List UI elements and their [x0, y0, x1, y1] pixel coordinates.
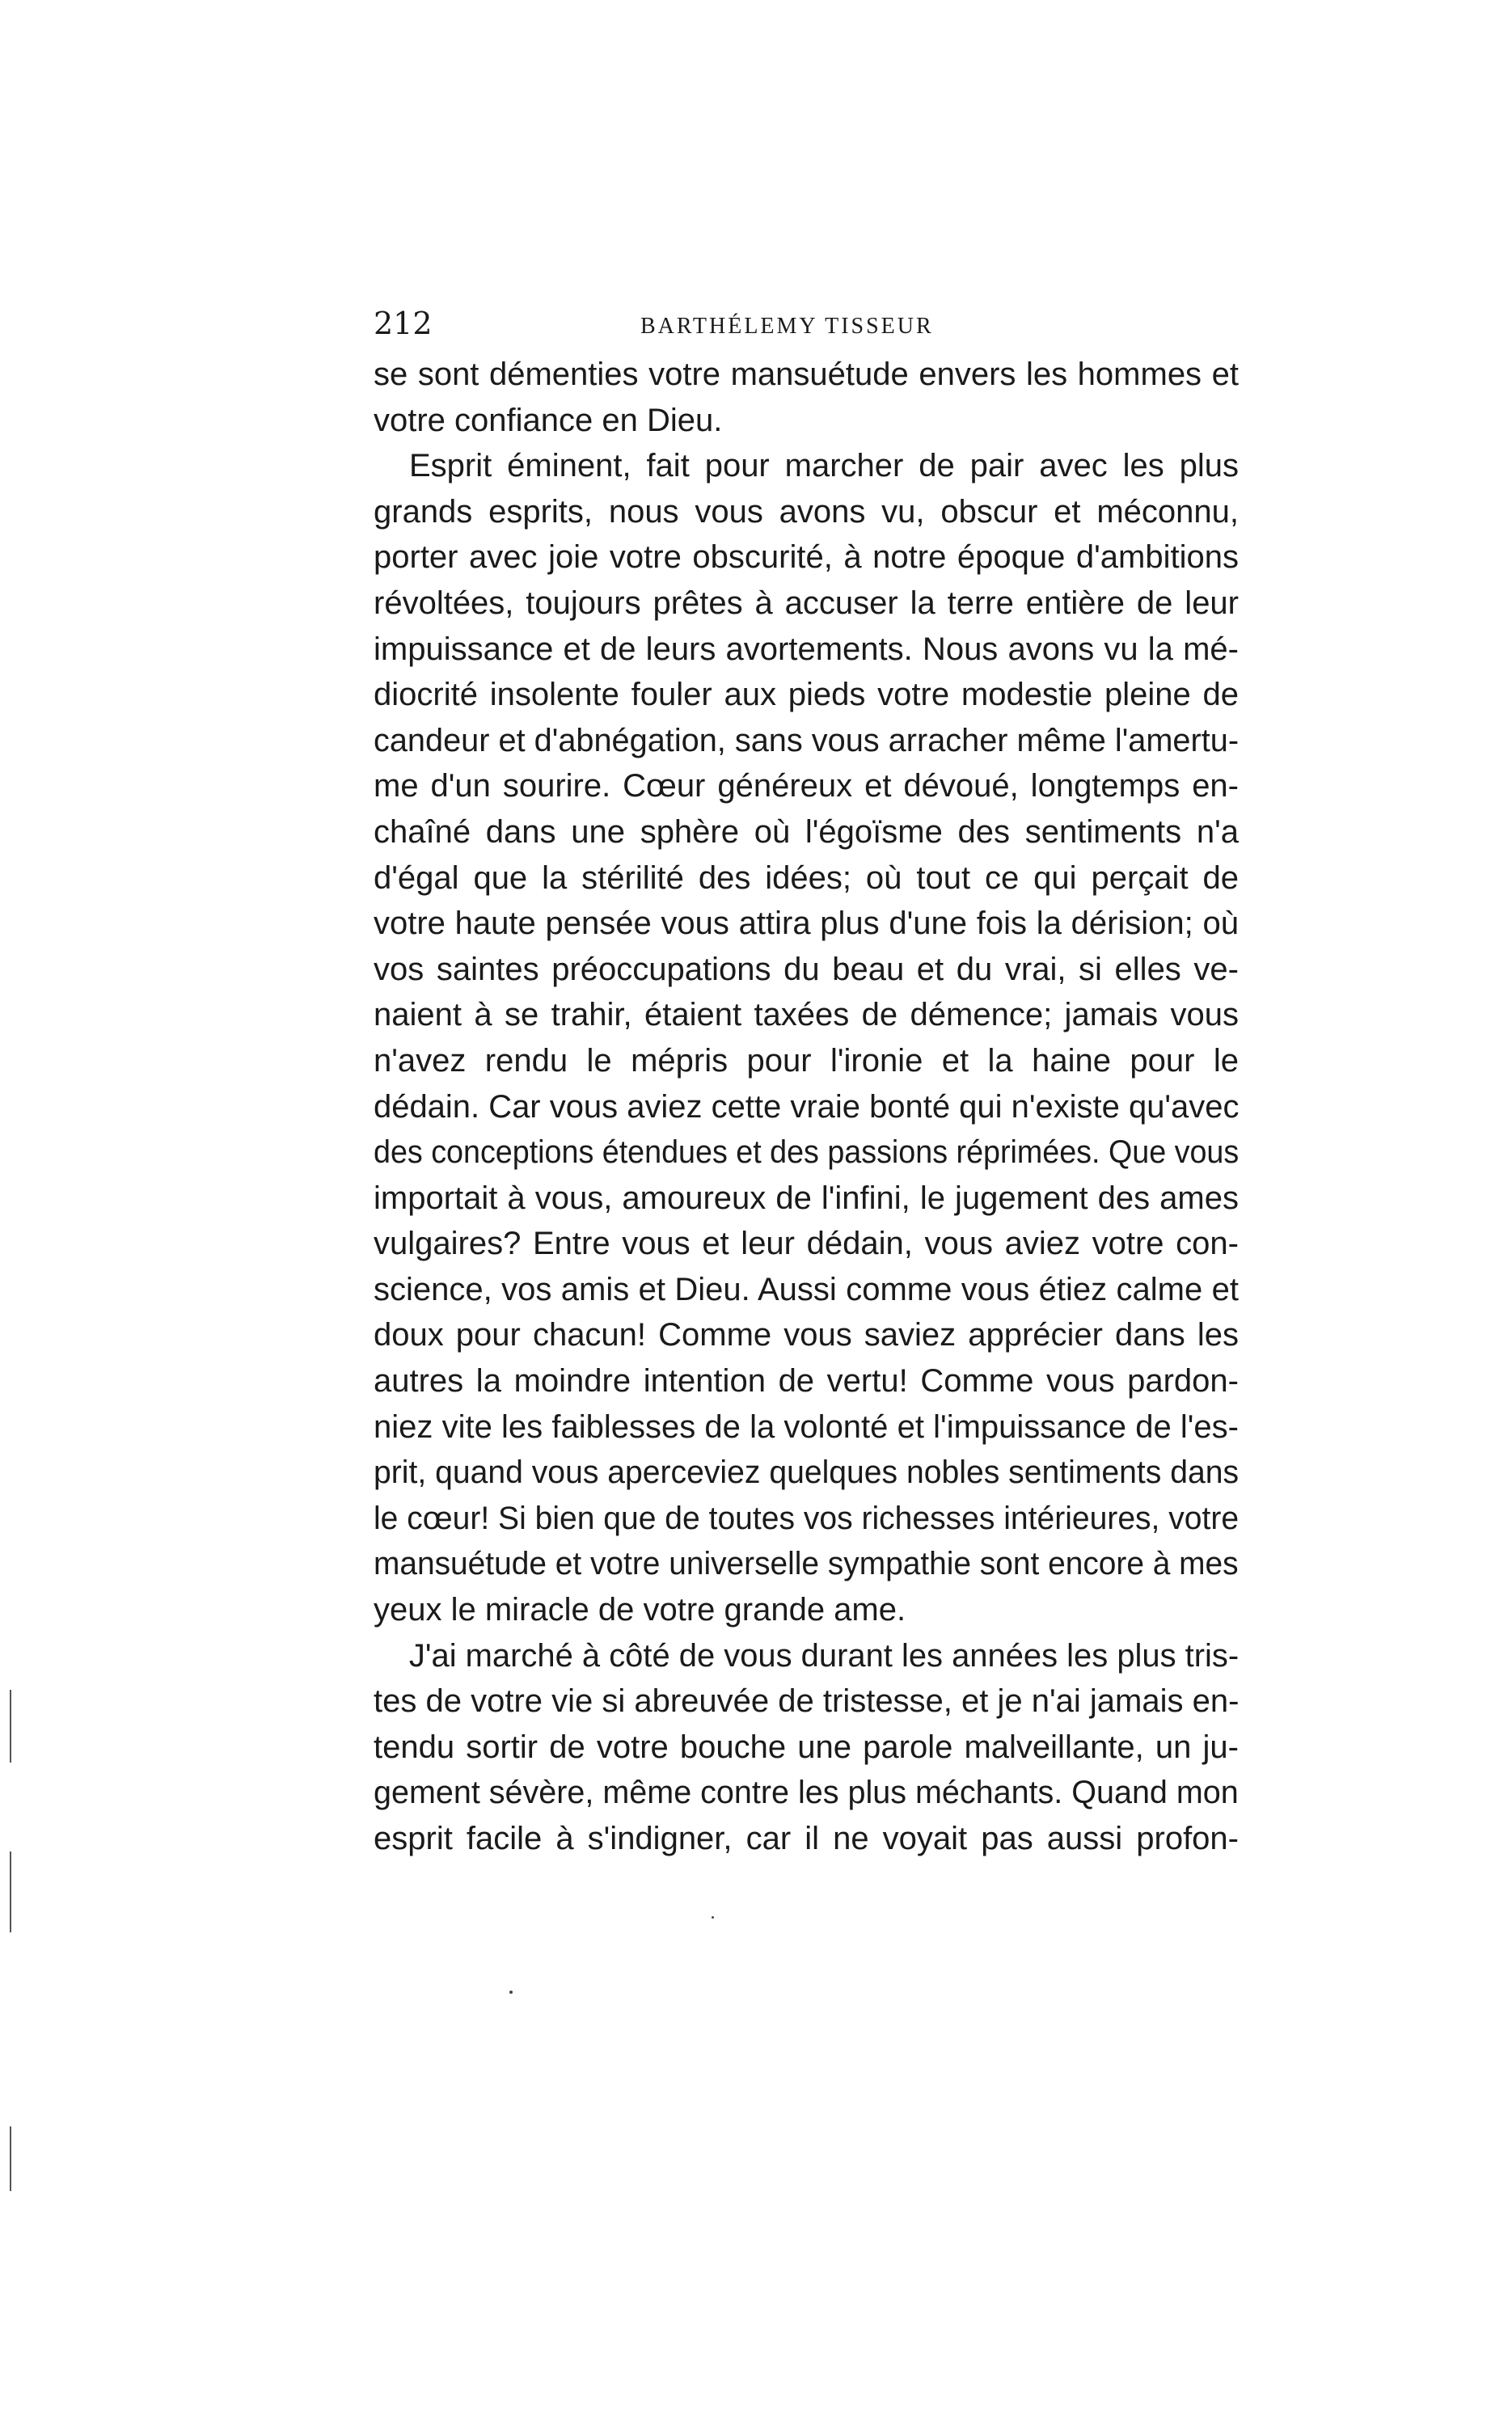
text-line: gement sévère, même contre les plus méchants. Quand mon: [374, 1775, 1239, 1811]
text-line: révoltées, toujours prêtes à accuser la terre entière de leur: [374, 585, 1239, 621]
page-number: 212: [374, 306, 433, 341]
text-line: dédain. Car vous aviez cette vraie bonté qui n'existe qu'avec: [374, 1088, 1240, 1125]
speck: [712, 1916, 714, 1919]
text-line: me d'un sourire. Cœur généreux et dévoué, longtemps en-: [374, 768, 1239, 804]
text-line: tes de votre vie si abreuvée de tristesse, et je n'ai jamais en-: [374, 1683, 1240, 1720]
text-line: d'égal que la stérilité des idées; où tout ce qui perçait de: [374, 859, 1239, 896]
text-line: impuissance et de leurs avortements. Nous avons vu la mé-: [374, 631, 1239, 667]
text-line: votre haute pensée vous attira plus d'une fois la dérision; où: [374, 906, 1239, 942]
margin-mark: [10, 2126, 11, 2191]
text-line: vos saintes préoccupations du beau et du vrai, si elles ve-: [374, 951, 1239, 987]
text-line: le cœur! Si bien que de toutes vos richesses intérieures, votre: [374, 1500, 1240, 1536]
text-line: porter avec joie votre obscurité, à notre époque d'ambitions: [374, 539, 1239, 576]
text-line: grands esprits, nous vous avons vu, obscur et méconnu,: [374, 493, 1239, 530]
text-line: science, vos amis et Dieu. Aussi comme vous étiez calme et: [374, 1271, 1239, 1307]
text-line: esprit facile à s'indigner, car il ne voyait pas aussi profon-: [374, 1821, 1239, 1856]
text-line: yeux le miracle de votre grande ame.: [374, 1592, 906, 1628]
text-line: doux pour chacun! Comme vous saviez apprécier dans les: [374, 1317, 1239, 1353]
text-line: votre confiance en Dieu.: [374, 402, 723, 438]
text-line: diocrité insolente fouler aux pieds votre modestie pleine de: [374, 677, 1239, 713]
text-line: candeur et d'abnégation, sans vous arracher même l'amertu-: [374, 722, 1240, 758]
text-line: niez vite les faiblesses de la volonté et l'impuissance de l'es-: [374, 1408, 1239, 1445]
speck: [509, 1991, 513, 1994]
text-line: importait à vous, amoureux de l'infini, le jugement des ames: [374, 1180, 1239, 1216]
text-line: naient à se trahir, étaient taxées de démence; jamais vous: [374, 997, 1239, 1033]
text-line: chaîné dans une sphère où l'égoïsme des sentiments n'a: [374, 813, 1239, 850]
page-header: [374, 299, 1239, 348]
text-line: vulgaires? Entre vous et leur dédain, vous aviez votre con-: [374, 1226, 1239, 1262]
body-text: [374, 352, 1239, 1862]
text-line: Esprit éminent, fait pour marcher de pair avec les plus: [409, 448, 1239, 484]
text-line: tendu sortir de votre bouche une parole malveillante, un ju-: [374, 1729, 1239, 1765]
text-line: se sont démenties votre mansuétude envers les hommes et: [374, 357, 1239, 392]
text-line: autres la moindre intention de vertu! Comme vous pardon-: [374, 1363, 1239, 1400]
text-line: mansuétude et votre universelle sympathie sont encore à mes: [374, 1546, 1239, 1582]
text-line: n'avez rendu le mépris pour l'ironie et la haine pour le: [374, 1042, 1239, 1079]
running-head: BARTHÉLEMY TISSEUR: [640, 314, 934, 339]
text-line: J'ai marché à côté de vous durant les années les plus tris-: [408, 1637, 1240, 1674]
margin-mark: [10, 1690, 11, 1763]
margin-mark: [10, 1852, 11, 1932]
text-line: prit, quand vous aperceviez quelques nobles sentiments dans: [374, 1455, 1240, 1491]
text-line: des conceptions étendues et des passions réprimées. Que vous: [374, 1134, 1240, 1171]
